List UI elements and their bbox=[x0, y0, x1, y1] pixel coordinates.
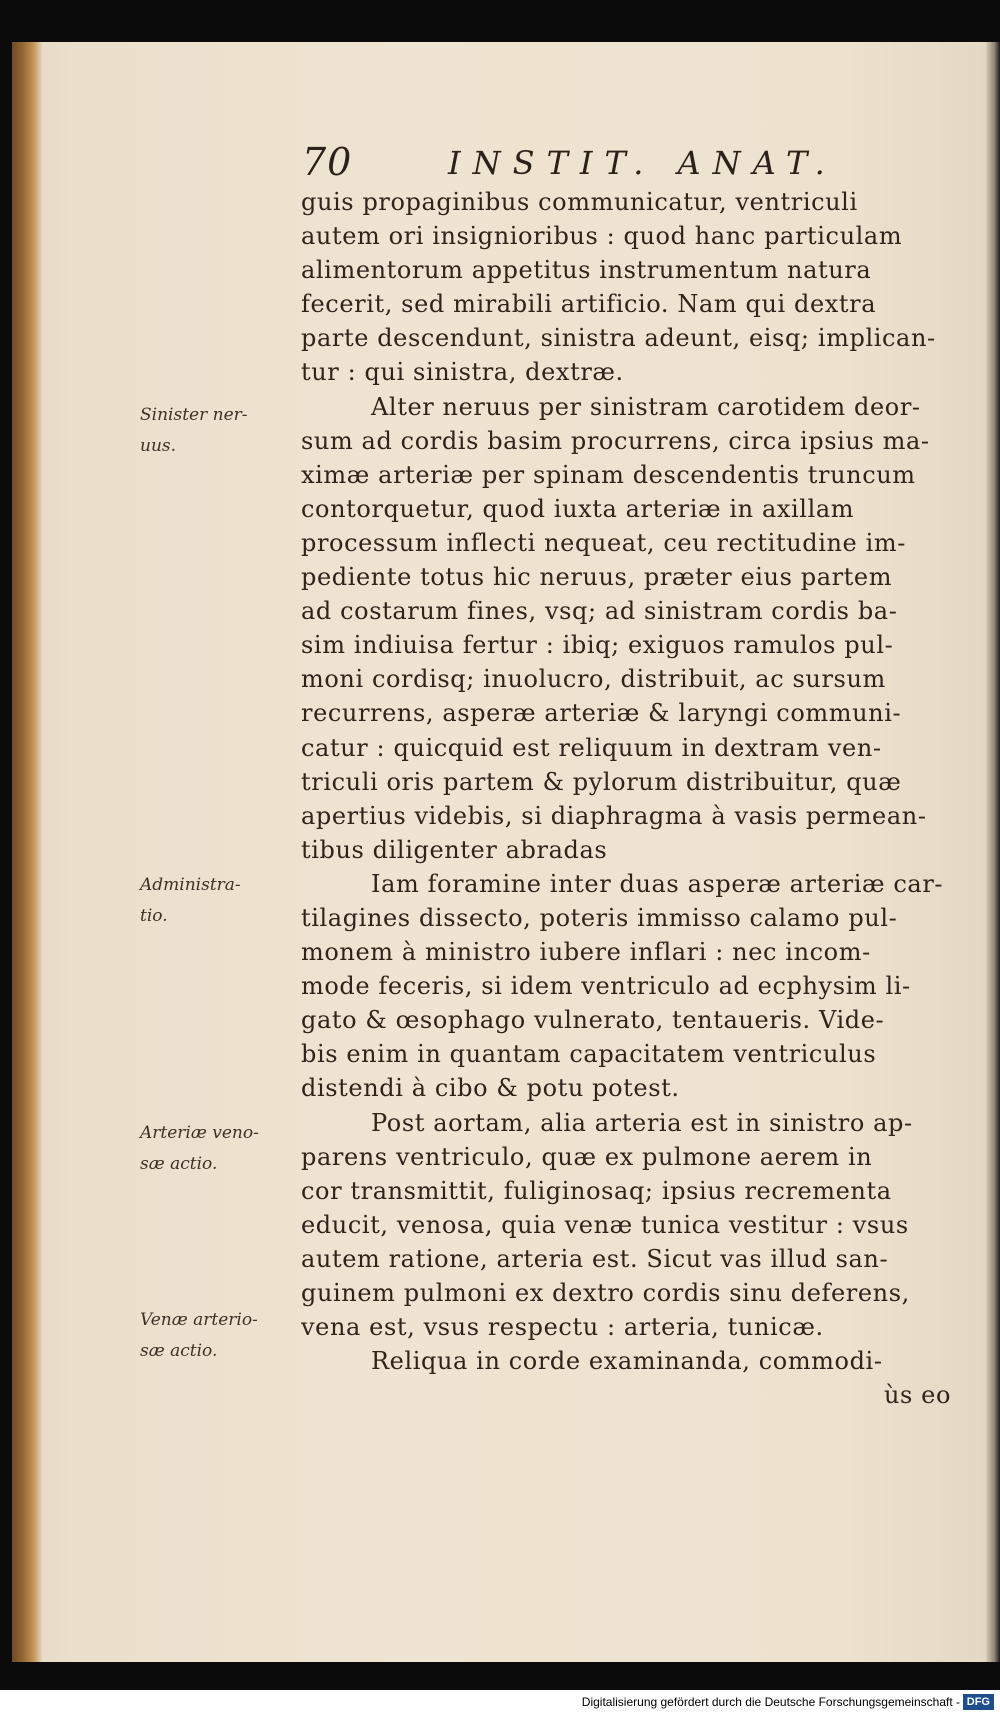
dfg-logo: DFG bbox=[963, 1694, 994, 1710]
text-line: vena est, vsus respectu : arteria, tunicæ. bbox=[301, 1313, 824, 1342]
text-line: pediente totus hic neruus, præter eius partem bbox=[301, 563, 893, 592]
text-line: mode feceris, si idem ventriculo ad ecphysim li- bbox=[301, 972, 911, 1001]
text-line: educit, venosa, quia venæ tunica vestitur : vsus bbox=[301, 1210, 909, 1239]
text-line: tibus diligenter abradas bbox=[301, 835, 608, 864]
text-line: autem ori insignioribus : quod hanc particulam bbox=[301, 222, 903, 251]
text-line: guinem pulmoni ex dextro cordis sinu deferens, bbox=[301, 1279, 910, 1307]
text-line: tilagines dissecto, poteris immisso calamo pul- bbox=[301, 903, 898, 932]
text-line: guis propaginibus communicatur, ventriculi bbox=[301, 188, 858, 216]
page-number: 70 bbox=[302, 140, 353, 184]
text-line: contorquetur, quod iuxta arteriæ in axillam bbox=[301, 494, 855, 523]
text-line: parens ventriculo, quæ ex pulmone aerem in bbox=[301, 1142, 873, 1171]
margin-note: Venæ arterio- sæ actio. bbox=[140, 1310, 258, 1361]
text-line: parte descendunt, sinistra adeunt, eisq; implican- bbox=[301, 324, 936, 353]
text-line: Iam foramine inter duas asperæ arteriæ car- bbox=[371, 869, 944, 898]
text-line: recurrens, asperæ arteriæ & laryngi communi- bbox=[301, 699, 902, 728]
page-right-edge bbox=[986, 42, 1000, 1662]
text-line: cor transmittit, fuliginosaq; ipsius recrementa bbox=[301, 1176, 892, 1205]
text-line: bis enim in quantam capacitatem ventriculus bbox=[301, 1040, 877, 1069]
text-line: Post aortam, alia arteria est in sinistro ap- bbox=[371, 1108, 913, 1137]
page-gutter-edge bbox=[12, 42, 42, 1662]
text-line: distendi à cibo & potu potest. bbox=[301, 1074, 680, 1103]
margin-note: Administra- tio. bbox=[140, 875, 241, 926]
funding-credit: Digitalisierung gefördert durch die Deutsche Forschungsgemeinschaft - bbox=[581, 1695, 960, 1709]
catchword-line: ùs eo bbox=[883, 1381, 951, 1410]
text-line: alimentorum appetitus instrumentum natura bbox=[301, 256, 872, 285]
text-line: monem à ministro iubere inflari : nec incom- bbox=[301, 938, 871, 967]
margin-note: Sinister ner- uus. bbox=[140, 405, 248, 456]
text-line: sim indiuisa fertur : ibiq; exiguos ramulos pul- bbox=[301, 631, 894, 660]
text-line: autem ratione, arteria est. Sicut vas illud san- bbox=[301, 1244, 889, 1273]
text-line: ad costarum fines, vsq; ad sinistram cordis ba- bbox=[301, 597, 898, 626]
text-line: fecerit, sed mirabili artificio. Nam qui dextra bbox=[301, 290, 877, 319]
text-line: sum ad cordis basim procurrens, circa ipsius ma- bbox=[301, 426, 930, 455]
text-line: apertius videbis, si diaphragma à vasis permean- bbox=[301, 801, 927, 830]
text-line: ximæ arteriæ per spinam descendentis truncum bbox=[301, 460, 916, 489]
margin-note: Arteriæ veno- sæ actio. bbox=[140, 1123, 259, 1174]
text-line: triculi oris partem & pylorum distribuitur, quæ bbox=[301, 767, 902, 796]
text-line: moni cordisq; inuolucro, distribuit, ac sursum bbox=[301, 665, 886, 694]
page-header bbox=[298, 140, 858, 190]
text-line: Alter neruus per sinistram carotidem deor- bbox=[371, 392, 921, 421]
text-line: catur : quicquid est reliquum in dextram ven- bbox=[301, 733, 882, 762]
text-line: gato & œsophago vulnerato, tentaueris. Vide- bbox=[301, 1006, 885, 1035]
running-head: INSTIT. ANAT. bbox=[448, 144, 837, 182]
body-text bbox=[301, 185, 951, 1412]
text-line: processum inflecti nequeat, ceu rectitudine im- bbox=[301, 528, 906, 557]
text-line: tur : qui sinistra, dextræ. bbox=[301, 358, 624, 387]
text-line: Reliqua in corde examinanda, commodi- bbox=[371, 1347, 883, 1376]
footer-bar bbox=[0, 1690, 1000, 1717]
